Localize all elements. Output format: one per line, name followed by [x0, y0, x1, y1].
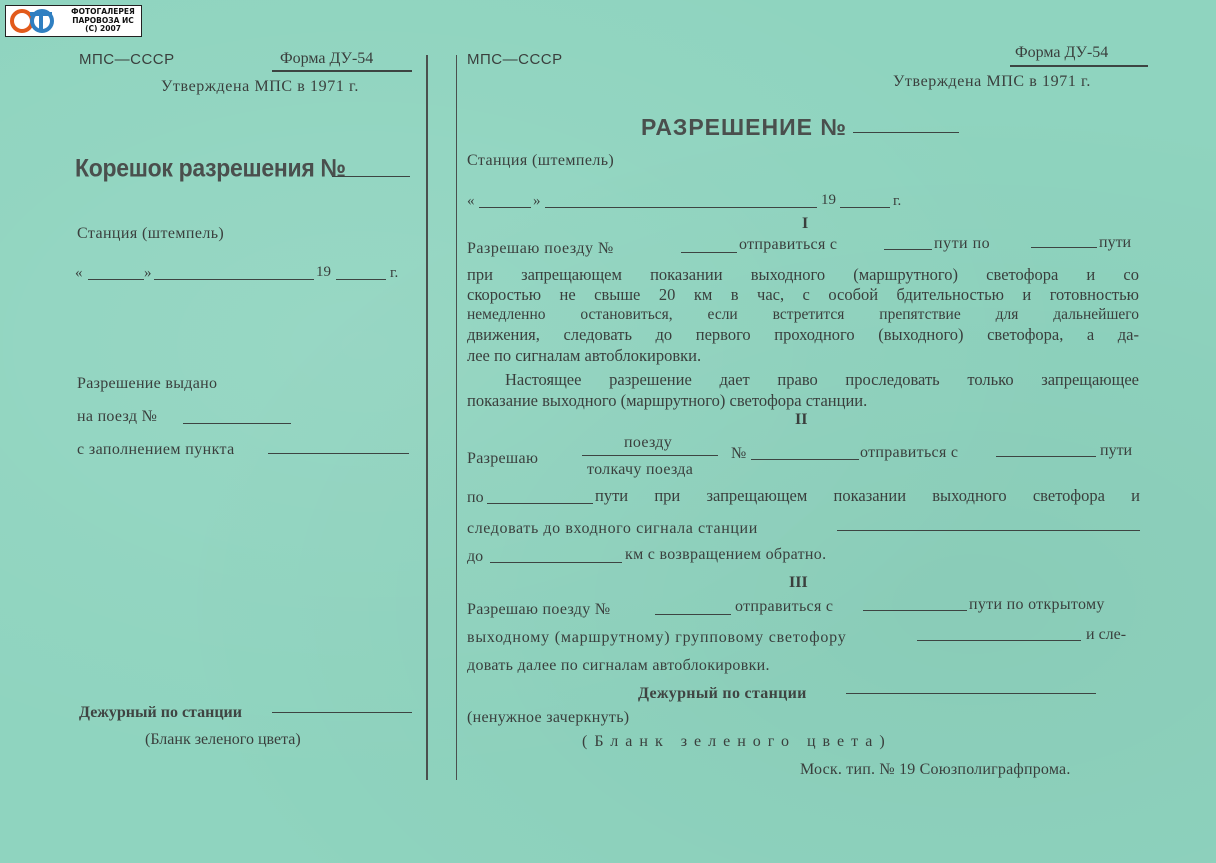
permit-form-number: Форма ДУ-54: [1015, 44, 1109, 61]
stub-title: Корешок разрешения №: [75, 153, 346, 183]
stub-year-prefix: 19: [316, 264, 331, 280]
sec1-note-line-2: показание выходного (маршрутного) светофора станции.: [467, 391, 868, 410]
sec1-note: [467, 369, 1139, 411]
permit-date-open: «: [467, 193, 475, 209]
permit-duty-field: [846, 693, 1096, 694]
sec2-line-2-text: пути при запрещающем показании выходного светофора и: [595, 486, 1140, 505]
sec3-permit-label: Разрешаю поезду №: [467, 601, 611, 618]
logo-line-2: ПАРОВОЗА ИС: [72, 15, 134, 25]
stub-train-label: на поезд №: [77, 408, 158, 425]
sec2-upto-label: до: [467, 548, 484, 565]
sec1-path-end: пути: [1099, 234, 1132, 251]
sec2-line-2: [595, 485, 1140, 506]
stub-duty-field: [272, 712, 412, 713]
stub-station: Станция (штемпель): [77, 225, 225, 242]
stub-approved: Утверждена МПС в 1971 г.: [161, 78, 360, 95]
stub-filled-label: с заполнением пункта: [77, 441, 235, 458]
sec1-line-4: немедленно остановиться, если встретится препятствие для дальнейшего: [467, 306, 1139, 323]
gallery-logo: [5, 5, 142, 37]
section-1-numeral: I: [802, 215, 809, 232]
stub-duty-label: Дежурный по станции: [79, 704, 242, 721]
sec2-signal-field: [837, 530, 1140, 531]
cut-line: [426, 55, 428, 780]
sec2-fraction-bottom: толкачу поезда: [587, 461, 694, 478]
sec2-depart-label: отправиться с: [860, 444, 959, 461]
permit-duty-label: Дежурный по станции: [638, 685, 807, 702]
permit-form-underline: [1010, 65, 1148, 67]
stub-train-field: [183, 423, 291, 424]
stub-form-number: Форма ДУ-54: [280, 50, 374, 67]
sec3-from-field: [863, 610, 967, 611]
steam-locomotive-logo-icon: [8, 8, 64, 34]
logo-line-1: ФОТОГАЛЕРЕЯ: [71, 7, 135, 16]
permit-approved: Утверждена МПС в 1971 г.: [893, 73, 1092, 90]
sec2-path-end: пути: [1100, 442, 1133, 459]
permit-blank-note: (Бланк зеленого цвета): [582, 733, 892, 750]
sec3-line-2-end: и сле-: [1086, 626, 1127, 643]
permit-ministry: МПС—СССР: [467, 51, 563, 68]
sec2-fraction-top: поезду: [624, 434, 673, 451]
logo-line-3: (C) 2007: [85, 24, 121, 33]
sec3-path-label: пути по открытому: [969, 596, 1105, 613]
sec1-to-field: [1031, 247, 1097, 248]
sec1-line-3: скоростью не свыше 20 км в час, с особой бдительностью и готовностью: [467, 285, 1139, 304]
sec2-km-label: км с возвращением обратно.: [625, 546, 827, 563]
stub-ministry: МПС—СССР: [79, 51, 175, 68]
sec1-body: [467, 264, 1139, 366]
permit-number-field: [853, 132, 959, 133]
sec1-from-field: [884, 249, 932, 250]
stub-blank-note: (Бланк зеленого цвета): [145, 731, 301, 748]
sec1-depart-label: отправиться с: [739, 236, 838, 253]
sec1-train-field: [681, 252, 737, 253]
permit-year-field: [840, 207, 890, 208]
permit-day-field: [479, 207, 531, 208]
sec1-path-label: пути по: [934, 235, 991, 252]
permit-year-suffix: г.: [893, 193, 902, 209]
permit-station: Станция (штемпель): [467, 152, 615, 169]
stub-year-field: [336, 279, 386, 280]
sec3-line-3: довать далее по сигналам автоблокировки.: [467, 657, 770, 674]
permit-date-close: »: [533, 193, 541, 209]
stub-number-field: [332, 176, 410, 177]
sec2-fraction-bar: [582, 455, 718, 456]
stub-year-suffix: г.: [390, 265, 399, 281]
sec2-train-field: [751, 459, 859, 460]
stub-date-open: «: [75, 265, 83, 281]
permit-month-field: [545, 207, 817, 208]
stub-day-field: [88, 279, 144, 280]
logo-text: [66, 8, 140, 34]
permit-printer: Моск. тип. № 19 Союзполиграфпрома.: [800, 761, 1071, 778]
sec3-signal-field: [917, 640, 1081, 641]
permit-strike-note: (ненужное зачеркнуть): [467, 709, 630, 726]
stub-issued: Разрешение выдано: [77, 375, 218, 392]
sec2-to-field: [487, 503, 593, 504]
sec1-line-2: при запрещающем показании выходного (маршрутного) светофора и со: [467, 265, 1139, 284]
sec1-note-line-1: Настоящее разрешение дает право проследовать только запрещающее: [505, 370, 1139, 389]
sec2-permit-label: Разрешаю: [467, 450, 539, 467]
stub-filled-field: [268, 453, 409, 454]
sec3-signal-label: выходному (маршрутному) групповому светофору: [467, 629, 847, 646]
sec3-train-field: [655, 614, 731, 615]
section-2-numeral: II: [795, 411, 808, 428]
permit-title: РАЗРЕШЕНИЕ №: [641, 114, 847, 140]
sec2-from-field: [996, 456, 1096, 457]
sec1-line-6: лее по сигналам автоблокировки.: [467, 346, 702, 365]
sec2-number-sign: №: [731, 445, 747, 462]
stub-month-field: [154, 279, 314, 280]
sec2-by-label: по: [467, 489, 484, 506]
sec3-depart-label: отправиться с: [735, 598, 834, 615]
margin-line: [456, 55, 457, 780]
sec2-km-field: [490, 562, 622, 563]
permit-year-prefix: 19: [821, 192, 836, 208]
sec1-line-5: движения, следовать до первого проходного (выходного) светофора, а да-: [467, 325, 1139, 344]
stub-date-close: »: [144, 265, 152, 281]
sec2-line-3: следовать до входного сигнала станции: [467, 520, 758, 537]
sec1-permit-label: Разрешаю поезду №: [467, 240, 614, 257]
section-3-numeral: III: [789, 574, 808, 591]
stub-form-underline: [272, 70, 412, 72]
